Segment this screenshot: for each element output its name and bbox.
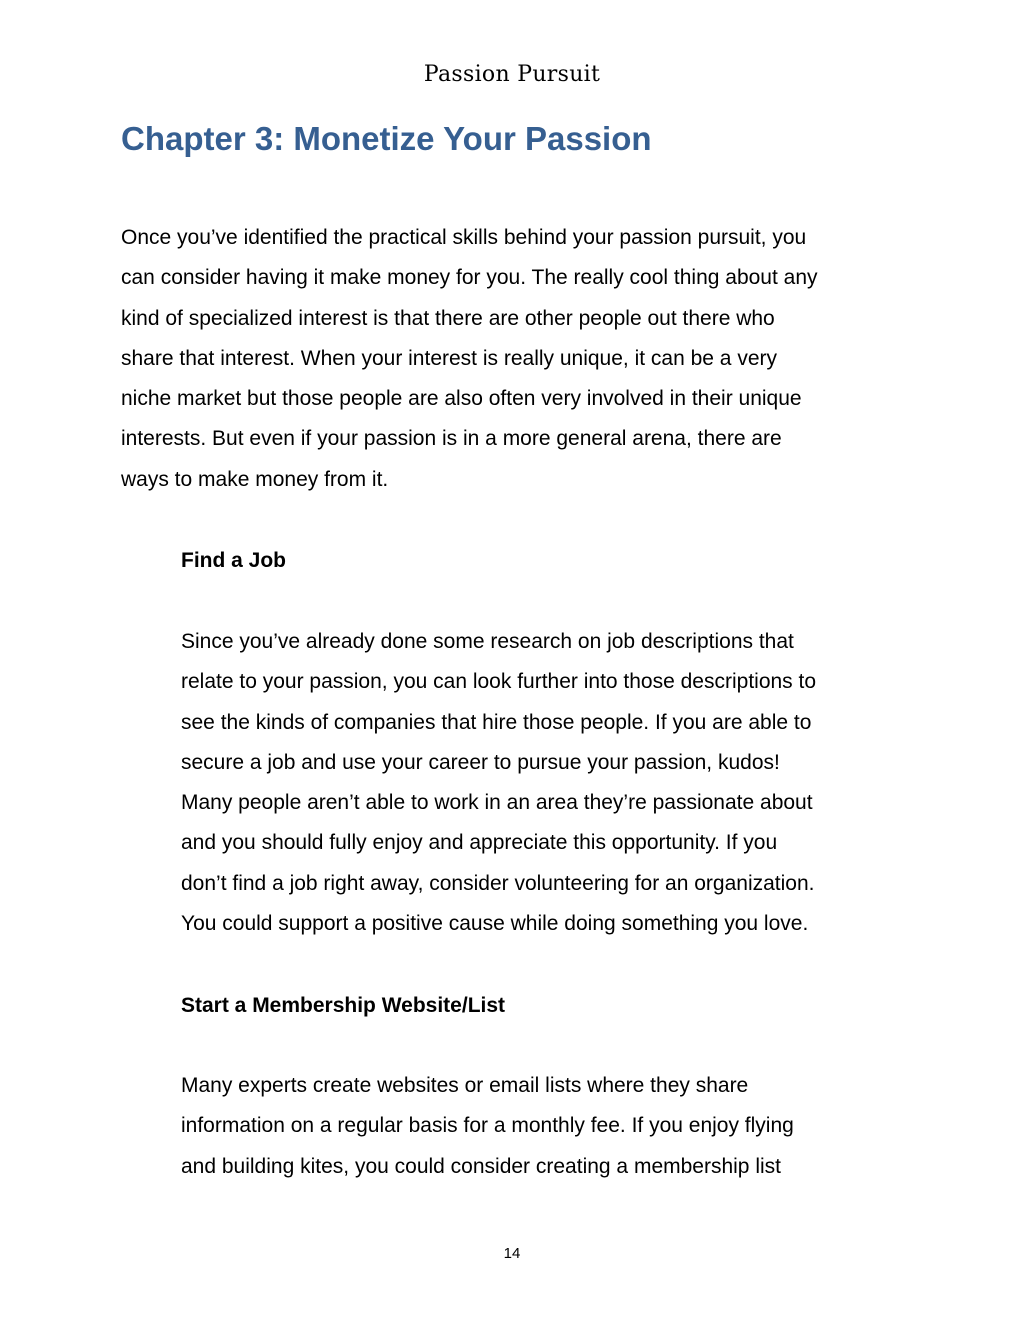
paragraph-line: and building kites, you could consider creating a membership list	[181, 1154, 781, 1178]
intro-paragraph	[121, 218, 921, 500]
section-heading-membership: Start a Membership Website/List	[181, 994, 506, 1017]
paragraph-line: Since you’ve already done some research on job descriptions that	[181, 630, 794, 653]
paragraph-line: share that interest. When your interest is really unique, it can be a very	[121, 346, 777, 370]
paragraph-line: Many experts create websites or email lists where they share	[181, 1074, 749, 1097]
paragraph-line: secure a job and use your career to pursue your passion, kudos!	[181, 750, 780, 774]
paragraph-line: Many people aren’t able to work in an area they’re passionate about	[181, 791, 813, 815]
paragraph-line: see the kinds of companies that hire those people. If you are able to	[181, 710, 812, 734]
find-a-job-paragraph	[181, 622, 921, 944]
paragraph-line: information on a regular basis for a monthly fee. If you enjoy flying	[181, 1114, 794, 1138]
running-header: Passion Pursuit	[423, 62, 601, 87]
paragraph-line: kind of specialized interest is that there are other people out there who	[121, 306, 775, 330]
section-heading-find-a-job: Find a Job	[181, 549, 286, 572]
paragraph-line: don’t find a job right away, consider volunteering for an organization.	[181, 871, 815, 895]
paragraph-line: Once you’ve identified the practical skills behind your passion pursuit, you	[121, 226, 807, 249]
paragraph-line: interests. But even if your passion is in a more general arena, there are	[121, 427, 782, 451]
paragraph-line: ways to make money from it.	[121, 467, 389, 491]
paragraph-line: can consider having it make money for you. The really cool thing about any	[121, 266, 818, 290]
paragraph-line: niche market but those people are also often very involved in their unique	[121, 387, 802, 411]
paragraph-line: You could support a positive cause while doing something you love.	[181, 912, 809, 936]
paragraph-line: and you should fully enjoy and appreciate this opportunity. If you	[181, 831, 778, 855]
paragraph-line: relate to your passion, you can look further into those descriptions to	[181, 670, 817, 694]
page-number: 14	[503, 1245, 521, 1262]
chapter-title: Chapter 3: Monetize Your Passion	[121, 120, 652, 157]
membership-paragraph	[181, 1066, 921, 1187]
